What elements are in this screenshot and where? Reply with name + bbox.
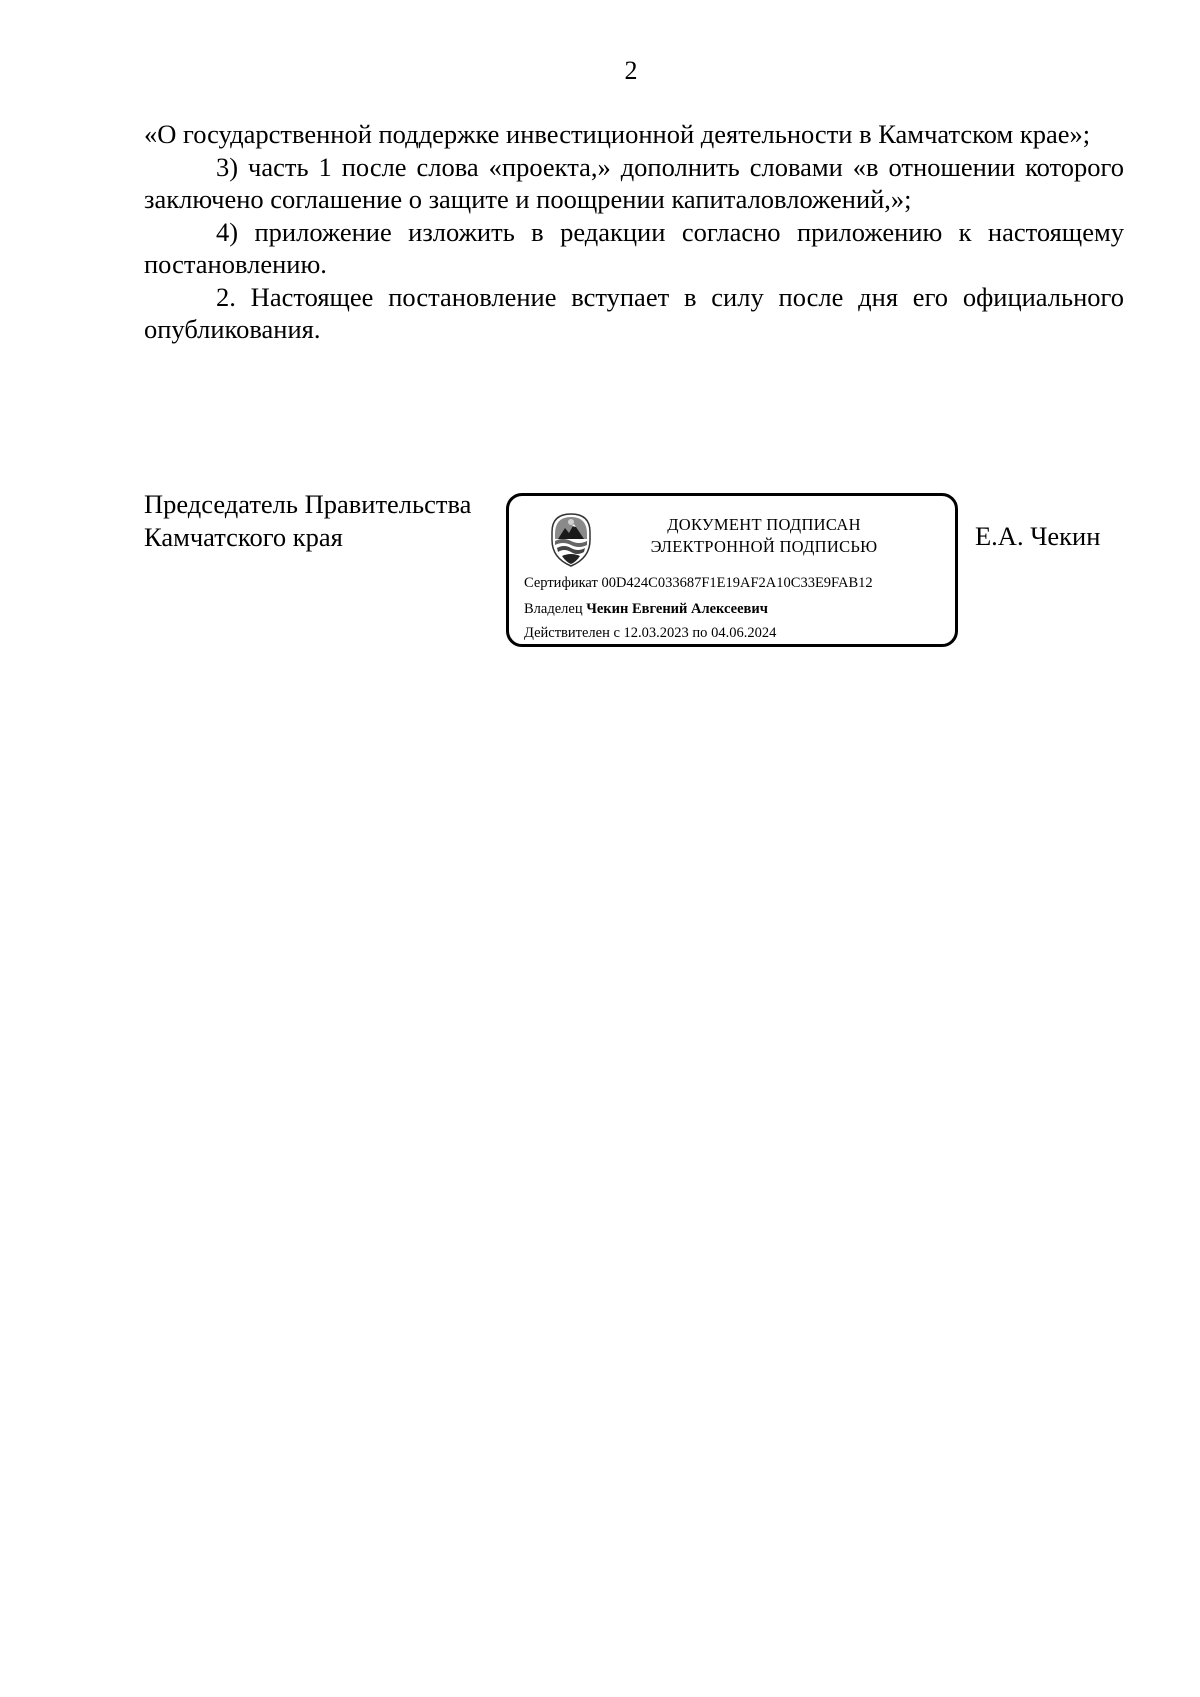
paragraph-effective-date: 2. Настоящее постановление вступает в силу после дня его официального опубликования. bbox=[144, 281, 1124, 344]
signatory-name: Е.А. Чекин bbox=[975, 521, 1101, 551]
signatory-position-line2: Камчатского края bbox=[144, 521, 343, 552]
stamp-title bbox=[619, 514, 909, 558]
coat-of-arms-icon bbox=[546, 510, 596, 568]
page-number: 2 bbox=[624, 56, 638, 85]
paragraph-item-4: 4) приложение изложить в редакции согласно приложению к настоящему постановлению. bbox=[144, 216, 1124, 279]
electronic-signature-stamp bbox=[506, 493, 958, 647]
stamp-owner bbox=[524, 600, 768, 618]
valid-label: Действителен bbox=[524, 625, 610, 641]
stamp-title-line2: ЭЛЕКТРОННОЙ ПОДПИСЬЮ bbox=[650, 537, 878, 556]
paragraph-item-3: 3) часть 1 после слова «проекта,» дополнить словами «в отношении которого заключено соглашение о защите и поощрении капиталовложений,»; bbox=[144, 151, 1124, 214]
valid-to-prefix: по bbox=[692, 625, 708, 641]
certificate-value: 00D424C033687F1E19AF2A10C33E9FAB12 bbox=[601, 575, 873, 591]
certificate-label: Сертификат bbox=[524, 575, 598, 591]
signatory-position bbox=[144, 488, 471, 553]
paragraph-law-title: «О государственной поддержке инвестиционной деятельности в Камчатском крае»; bbox=[144, 119, 1091, 149]
stamp-certificate bbox=[524, 574, 873, 592]
valid-from-prefix: с bbox=[613, 625, 620, 641]
owner-value: Чекин Евгений Алексеевич bbox=[586, 601, 768, 617]
valid-to: 04.06.2024 bbox=[711, 625, 777, 641]
valid-from: 12.03.2023 bbox=[623, 625, 689, 641]
owner-label: Владелец bbox=[524, 601, 583, 617]
stamp-validity bbox=[524, 624, 776, 642]
stamp-title-line1: ДОКУМЕНТ ПОДПИСАН bbox=[667, 515, 861, 534]
document-body bbox=[144, 118, 1124, 346]
signatory-position-line1: Председатель Правительства bbox=[144, 489, 472, 519]
